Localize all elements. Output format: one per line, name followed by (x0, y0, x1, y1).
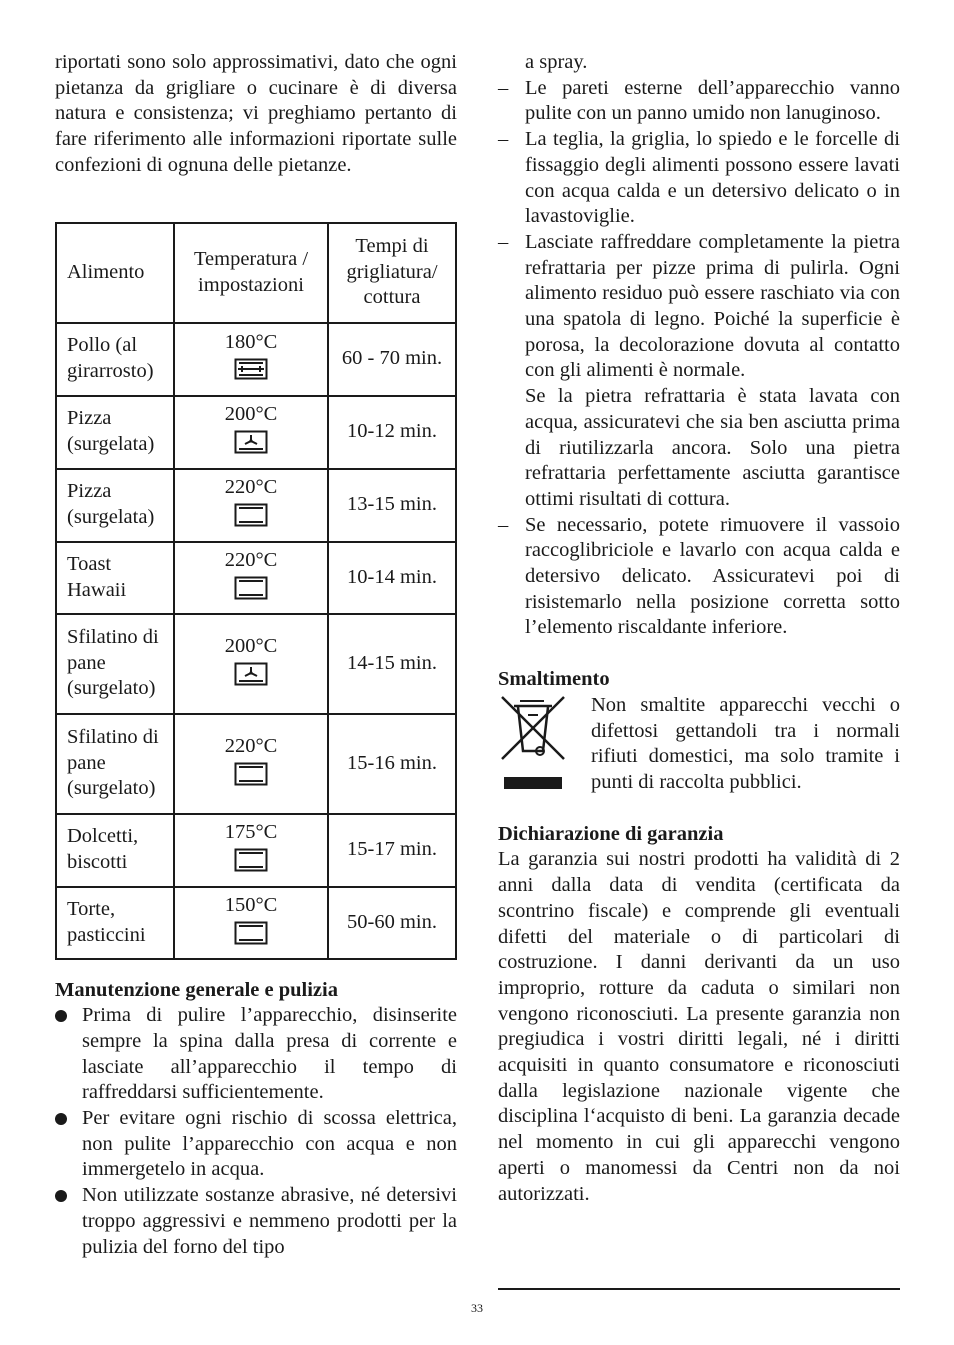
fan-oven-icon (234, 662, 268, 686)
list-item (55, 1183, 457, 1260)
weee-crossed-bin-icon (498, 693, 568, 793)
bullet-dot (55, 1190, 67, 1202)
table-row (56, 396, 456, 469)
food-cell: Sfilatino di pane (surgelato) (56, 714, 174, 814)
top-bottom-heat-icon (234, 576, 268, 600)
list-item (498, 230, 900, 513)
warranty-text: La garanzia sui nostri prodotti ha validità di 2 anni dalla data di vendita (certificata da scontrino fiscale) e comprende gli eventuali difetti del materiale o di particolari di costruzione. I danni derivanti da un uso improprio, rotture da caduta o similari non vengono riconosciuti. La presente garanzia non pregiudica i vostri diritti legali, né i diritti acquisiti in quanto consumatore e riconosciuti dalla legislazione nazionale vigente che disciplina l‘acquisto di beni. La garanzia decade nel momento in cui gli apparecchi vengono aperti o manomessi da Centri non da noi autorizzati. (498, 848, 900, 1205)
temp-value: 220°C (224, 734, 278, 757)
header-temp: Temperatura / impostazioni (174, 223, 328, 323)
temp-cell (174, 814, 328, 887)
footer-rule (498, 1288, 900, 1290)
bullet-text: Prima di pulire l’apparecchio, disinserite sempre la spina dalla presa di corrente e lasciate all’apparecchio il tempo di raffreddarsi sufficientemente. (82, 1004, 457, 1104)
temp-cell (174, 323, 328, 396)
dash-marker: – (498, 230, 509, 253)
food-cell: Toast Hawaii (56, 542, 174, 614)
temp-value: 150°C (224, 893, 278, 916)
temp-cell (174, 887, 328, 959)
dash-text: Le pareti esterne dell’apparecchio vanno pulite con un panno umido non lanuginoso. (525, 76, 900, 125)
table-row (56, 714, 456, 814)
food-cell: Sfilatino di pane (surgelato) (56, 614, 174, 714)
list-item (498, 76, 900, 127)
table-row (56, 614, 456, 714)
page-number: 33 (471, 1301, 483, 1315)
top-bottom-heat-icon (234, 762, 268, 786)
time-cell: 10-14 min. (328, 542, 456, 614)
temp-value: 175°C (224, 821, 278, 844)
time-cell: 15-16 min. (328, 714, 456, 814)
food-cell: Dolcetti, biscotti (56, 814, 174, 887)
dash-text: La teglia, la griglia, lo spiedo e le forcelle di fissaggio degli alimenti possono essere lavati con acqua calda e un detersivo delicato o in lavastoviglie. (525, 128, 900, 228)
table-row (56, 814, 456, 887)
time-cell: 14-15 min. (328, 614, 456, 714)
warranty-heading: Dichiarazione di garanzia (498, 822, 724, 845)
disposal-heading: Smaltimento (498, 668, 610, 691)
table-header-row (56, 223, 456, 323)
time-cell: 50-60 min. (328, 887, 456, 959)
food-cell: Torte, pasticcini (56, 887, 174, 959)
dash-marker: – (498, 76, 509, 99)
list-item (498, 513, 900, 642)
list-item (498, 127, 900, 230)
top-bottom-heat-icon (234, 503, 268, 527)
bullet-dot (55, 1010, 67, 1022)
table-row (56, 323, 456, 396)
intro-paragraph: riportati sono solo approssimativi, dato che ogni pietanza da grigliare o cucinare è di diversa natura e consistenza; vi preghiamo pertanto di fare riferimento alle informazioni riportate sulle confezioni di ognuna delle pietanze. (55, 51, 457, 176)
header-food: Alimento (56, 223, 174, 323)
right-column (498, 50, 900, 1207)
temp-value: 200°C (224, 634, 278, 657)
maintenance-dash-list (498, 76, 900, 641)
dash-text: Se necessario, potete rimuovere il vassoio raccoglibriciole e lavarlo con acqua calda e detersivo delicato. Assicuratevi poi di risistemarlo nella posizione corretta sotto l’elemento riscaldante inferiore. (525, 513, 900, 639)
cooking-table (55, 222, 457, 960)
header-time: Tempi di grigliatura/ cottura (328, 223, 456, 323)
temp-cell (174, 614, 328, 714)
dash-marker: – (498, 513, 509, 536)
rotisserie-icon (234, 358, 268, 380)
temp-value: 220°C (224, 548, 278, 571)
disposal-section (498, 693, 900, 796)
food-cell: Pizza (surgelata) (56, 396, 174, 469)
temp-value: 220°C (224, 476, 278, 499)
temp-cell (174, 469, 328, 542)
time-cell: 15-17 min. (328, 814, 456, 887)
food-cell: Pizza (surgelata) (56, 469, 174, 542)
temp-cell (174, 396, 328, 469)
temp-value: 200°C (224, 403, 278, 426)
table-row (56, 887, 456, 959)
maintenance-heading: Manutenzione generale e pulizia (55, 978, 338, 1001)
bullet-dot (55, 1113, 67, 1125)
top-bottom-heat-icon (234, 848, 268, 872)
bullet-text: Per evitare ogni rischio di scossa elettrica, non pulite l’apparecchio con acqua e non immergetelo in acqua. (82, 1107, 457, 1181)
disposal-text: Non smaltite apparecchi vecchi o difettosi gettandoli tra i normali rifiuti domestici, ma solo tramite i punti di raccolta pubblici. (591, 693, 900, 793)
maintenance-bullets (55, 1003, 457, 1260)
temp-cell (174, 542, 328, 614)
time-cell: 10-12 min. (328, 396, 456, 469)
time-cell: 60 - 70 min. (328, 323, 456, 396)
temp-value: 180°C (224, 331, 278, 354)
bullet-text: Non utilizzate sostanze abrasive, né detersivi troppo aggressivi e nemmeno prodotti per la pulizia del forno del tipo (82, 1184, 457, 1258)
table-row (56, 469, 456, 542)
time-cell: 13-15 min. (328, 469, 456, 542)
list-item (55, 1106, 457, 1183)
fan-oven-icon (234, 430, 268, 454)
table-row (56, 542, 456, 614)
bullet-continuation: a spray. (525, 51, 588, 73)
food-cell: Pollo (al girarrosto) (56, 323, 174, 396)
temp-cell (174, 714, 328, 814)
left-column (55, 50, 457, 1260)
list-item (55, 1003, 457, 1106)
dash-marker: – (498, 128, 509, 151)
dash-text: Lasciate raffreddare completamente la pietra refrattaria per pizze prima di pulirla. Ogni alimento residuo può essere raschiato via con una spatola di legno. Poiché la superficie è porosa, la decolorazione dovuta al contatto con gli alimenti è normale. (525, 230, 900, 382)
top-bottom-heat-icon (234, 921, 268, 945)
dash-text-extra: Se la pietra refrattaria è stata lavata con acqua, assicuratevi che sia ben asciutta prima di riutilizzarla ancora. Solo una pietra refrattaria perfettamente asciutta garantisce ottimi risultati di cottura. (525, 385, 900, 510)
